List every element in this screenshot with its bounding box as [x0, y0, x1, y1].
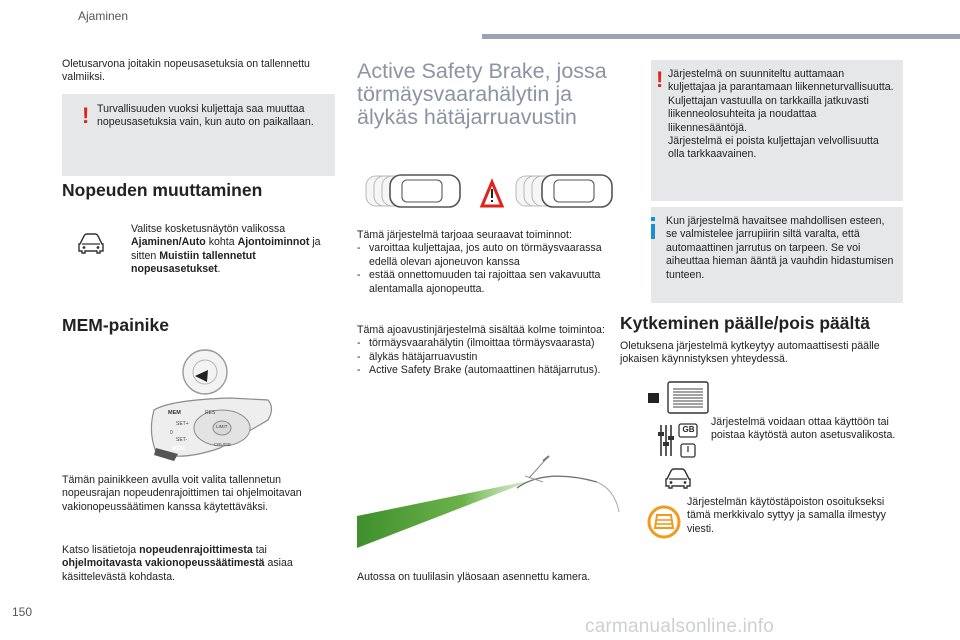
step-item-label: Ajontoiminnot	[237, 236, 310, 249]
cruise-stalk-illustration	[150, 348, 330, 466]
warning-icon: !	[82, 103, 90, 128]
info-icon	[651, 224, 655, 239]
section-header: Ajaminen	[78, 9, 129, 23]
heading-on-off: Kytkeminen päälle/pois päältä	[620, 313, 870, 333]
info-box-braking	[651, 207, 903, 303]
step-sub-label: Muistiin tallennetut nopeusasetukset	[131, 249, 256, 276]
ref-link-cruise: ohjelmoitavasta vakionopeussäätimestä	[62, 557, 265, 570]
list-item: - varoittaa kuljettajaa, jos auto on törmäysvaarassa edellä olevan ajoneuvon kanssa	[357, 242, 619, 269]
header-bar	[482, 34, 960, 39]
stalk-label-cruise: CRUISE	[214, 442, 232, 447]
stalk-label-mem: MEM	[168, 410, 181, 416]
language-gb-label: GB	[682, 425, 695, 434]
responsibility-text: Järjestelmä on suunniteltu auttamaan kuljettajaa ja parantamaan liikenneturvallisuutta. Kuljettajan vastuulla on tarkkailla jatkuvasti liikenneolosuhteita ja noudattaa liikennesääntöjä. Järjestelmä ei poista kuljettajan velvollisuutta olla tarkkaavainen.	[668, 68, 894, 161]
stalk-label-limit: LIMIT	[216, 424, 228, 429]
ref-text: tai	[252, 544, 267, 556]
stalk-label-set-plus: SET+	[176, 421, 189, 427]
reference-text	[62, 544, 330, 584]
assist-functions-text	[357, 324, 619, 378]
list-item: - älykäs hätäjarruavustin	[357, 351, 619, 364]
title-active-safety-brake: Active Safety Brake, jossa törmäysvaarahälytin ja älykäs hätäjarruavustin	[357, 59, 607, 129]
warning-icon: !	[656, 67, 664, 92]
stalk-label-res: RES	[205, 410, 216, 416]
camera-text: Autossa on tuulilasin yläosaan asennettu kamera.	[357, 571, 591, 583]
list-item: - estää onnettomuuden tai rajoittaa sen vakavuutta alentamalla ajonopeutta.	[357, 269, 619, 296]
stalk-label-set-minus: SET-	[176, 437, 188, 443]
speed-change-step	[131, 223, 321, 277]
list-item: - törmäysvaarahälytin (ilmoittaa törmäysvaarasta)	[357, 337, 619, 350]
assist-list	[357, 337, 619, 377]
heading-mem-button: MEM-painike	[62, 315, 169, 335]
car-icon	[76, 230, 106, 256]
step-text: Valitse kosketusnäytön valikossa	[131, 223, 286, 235]
menu-text: Järjestelmä voidaan ottaa käyttöön tai poistaa käytöstä auton asetusvalikosta.	[711, 416, 896, 442]
stalk-label-mem: MEM	[172, 446, 185, 452]
car-settings-icon	[663, 466, 693, 490]
page-number: 150	[12, 605, 33, 619]
mem-text: Tämän painikkeen avulla voit valita tallennetun nopeusrajan nopeudenrajoittimen tai ohjelmoitavan vakionopeussäätimen kanssa käytettäväksi.	[62, 474, 302, 513]
heading-speed-change: Nopeuden muuttaminen	[62, 180, 263, 200]
assist-intro: Tämä ajoavustinjärjestelmä sisältää kolme toimintoa:	[357, 324, 605, 336]
language-i-label: I	[686, 445, 690, 454]
lamp-text: Järjestelmän käytöstäpoiston osoitukseksi tämä merkkivalo syttyy ja samalla ilmestyy viesti.	[687, 496, 886, 535]
info-text: Kun järjestelmä havaitsee mahdollisen esteen, se valmistelee jarrupiirin siltä varalta, että automaattinen jarrutus on tarpeen. Se voi aiheuttaa hieman ääntä ja vauhdin hidastumisen tunteen.	[666, 215, 894, 281]
intro-text: Oletusarvona joitakin nopeusasetuksia on tallennettu valmiiksi.	[62, 58, 310, 84]
ref-text: asiaa käsittelevästä kohdasta.	[62, 557, 293, 583]
camera-illustration	[357, 452, 620, 566]
safety-brake-lamp-icon	[646, 505, 682, 539]
info-icon-dot	[651, 217, 655, 221]
warning-box-responsibility	[651, 60, 903, 201]
functions-intro: Tämä järjestelmä tarjoaa seuraavat toiminnot:	[357, 229, 572, 241]
stalk-label-zero: 0	[170, 430, 173, 436]
step-text: ja sitten	[131, 236, 321, 262]
list-item: - Active Safety Brake (automaattinen hätäjarrutus).	[357, 364, 619, 377]
warning-box-speed	[62, 94, 335, 176]
ref-link-limiter: nopeudenrajoittimesta	[139, 544, 253, 556]
default-on-text: Oletuksena järjestelmä kytkeytyy automaattisesti päälle jokaisen käynnistyksen yhteydessä.	[620, 340, 880, 366]
step-text: .	[217, 263, 221, 276]
ref-text: Katso lisätietoja	[62, 544, 140, 556]
warning-text: Turvallisuuden vuoksi kuljettaja saa muuttaa nopeusasetuksia vain, kun auto on paikallaan.	[97, 103, 314, 129]
watermark: carmanualsonline.info	[585, 616, 775, 637]
functions-list	[357, 242, 619, 296]
settings-sliders-icon	[657, 422, 699, 460]
touchscreen-icon	[646, 381, 710, 415]
collision-warning-illustration	[362, 170, 616, 212]
functions-text	[357, 229, 619, 296]
step-menu-label: Ajaminen/Auto	[131, 236, 206, 249]
step-text: kohta	[205, 236, 238, 249]
